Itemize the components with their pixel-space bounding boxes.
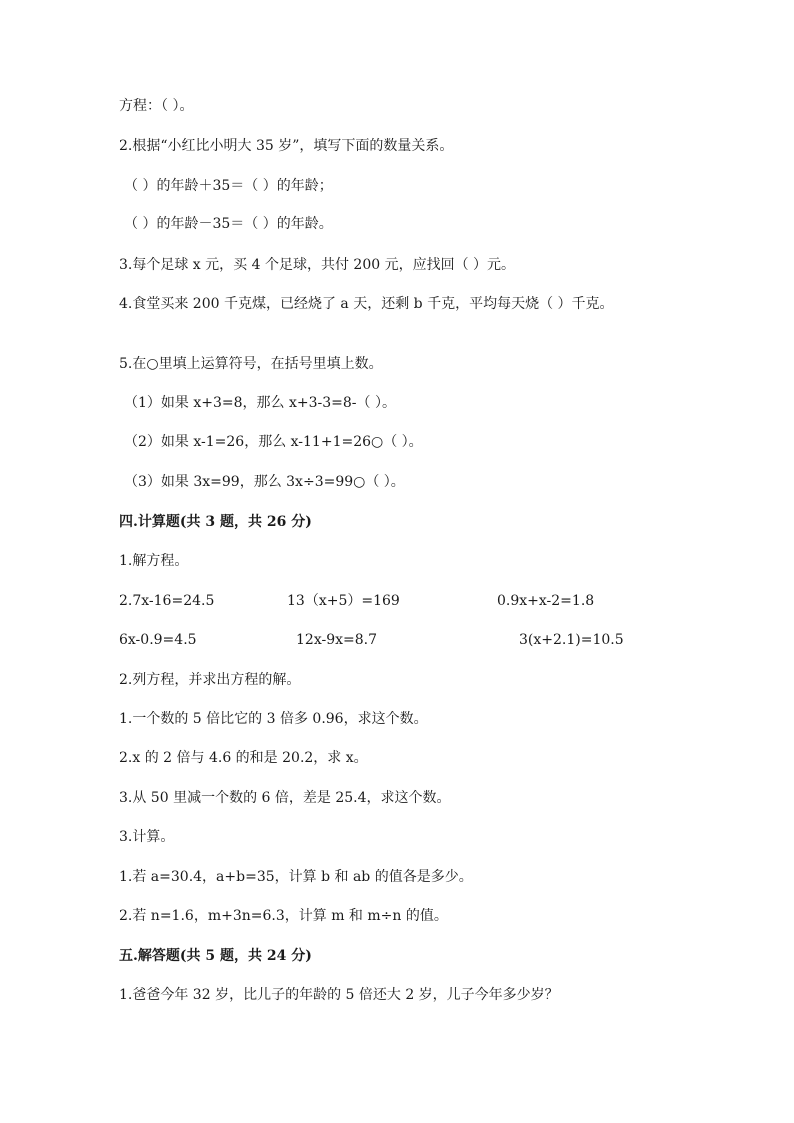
question-2-line-1: （ ）的年龄＋35＝（ ）的年龄； bbox=[124, 178, 333, 194]
section-4-question-3-item-2: 2.若 n=1.6，m+3n=6.3，计算 m 和 m÷n 的值。 bbox=[119, 908, 448, 924]
equation-cell: 12x-9x=8.7 bbox=[296, 632, 377, 648]
question-5-item-3: （3）如果 3x=99，那么 3x÷3=99○（ ）。 bbox=[124, 474, 405, 490]
section-4-question-1-title: 1.解方程。 bbox=[119, 553, 189, 569]
section-4-question-2-item-1: 1.一个数的 5 倍比它的 3 倍多 0.96，求这个数。 bbox=[119, 711, 428, 727]
equation-cell: 2.7x-16=24.5 bbox=[119, 593, 215, 609]
section-4-question-2-item-2: 2.x 的 2 倍与 4.6 的和是 20.2，求 x。 bbox=[119, 750, 368, 766]
section-4-question-3-title: 3.计算。 bbox=[119, 829, 175, 845]
question-4: 4.食堂买来 200 千克煤，已经烧了 a 天，还剩 b 千克，平均每天烧（ ）千克。 bbox=[119, 296, 614, 312]
section-5-question-1: 1.爸爸今年 32 岁，比儿子的年龄的 5 倍还大 2 岁，儿子今年多少岁？ bbox=[119, 987, 559, 1003]
question-2-line-2: （ ）的年龄－35＝（ ）的年龄。 bbox=[124, 216, 333, 232]
equation-cell: 0.9x+x-2=1.8 bbox=[497, 593, 595, 609]
question-5-item-1: （1）如果 x+3=8，那么 x+3-3=8-（ ）。 bbox=[124, 395, 396, 411]
section-4-question-2-item-3: 3.从 50 里减一个数的 6 倍，差是 25.4，求这个数。 bbox=[119, 790, 451, 806]
equation-answer-line: 方程：（ ）。 bbox=[119, 98, 194, 114]
section-4-heading: 四.计算题(共 3 题，共 26 分) bbox=[119, 514, 312, 530]
equation-cell: 3(x+2.1)=10.5 bbox=[519, 632, 624, 648]
question-2-title: 2.根据“小红比小明大 35 岁”，填写下面的数量关系。 bbox=[119, 138, 454, 154]
section-4-question-3-item-1: 1.若 a=30.4，a+b=35，计算 b 和 ab 的值各是多少。 bbox=[119, 869, 473, 885]
section-4-question-2-title: 2.列方程，并求出方程的解。 bbox=[119, 672, 301, 688]
question-3: 3.每个足球 x 元，买 4 个足球，共付 200 元，应找回（ ）元。 bbox=[119, 257, 516, 273]
section-5-heading: 五.解答题(共 5 题，共 24 分) bbox=[119, 948, 312, 964]
question-5-title: 5.在○里填上运算符号，在括号里填上数。 bbox=[119, 356, 383, 372]
question-5-item-2: （2）如果 x-1=26，那么 x-11+1=26○（ ）。 bbox=[124, 434, 423, 450]
equation-cell: 13（x+5）=169 bbox=[287, 593, 400, 609]
equation-cell: 6x-0.9=4.5 bbox=[119, 632, 197, 648]
